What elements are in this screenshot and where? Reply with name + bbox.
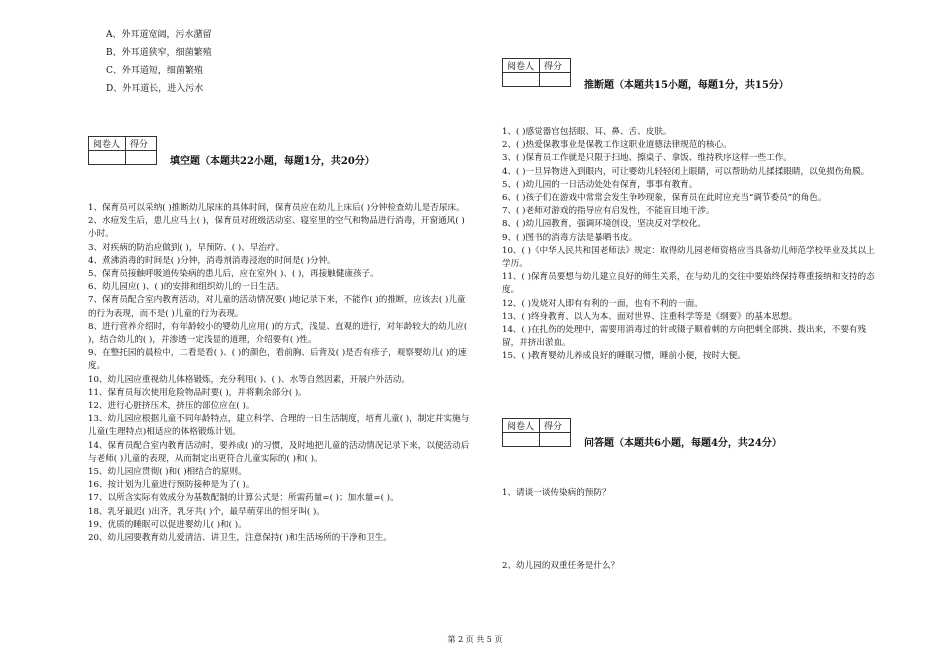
judge-question-list [502, 126, 882, 364]
judge-question-12: 12、( )发烧对人即有有利的一面，也有不利的一面。 [502, 298, 703, 309]
fill-question-14: 14、保育员配合室内教育活动时，要养成( )的习惯，及时地把儿童的活动情况记录下来，以便活动后与老师( )儿童的表现，从而制定出更符合儿童实际的( )和( )。 [88, 440, 470, 464]
judge-question-1: 1、( )感觉器官包括眼、耳、鼻、舌、皮肤。 [502, 127, 672, 137]
qa-question-2: 2、幼儿园的双重任务是什么？ [502, 561, 620, 571]
fill-question-5: 5、保育员接触呼吸道传染病的患儿后，应在室外( )、( )，再接触健康孩子。 [88, 269, 379, 280]
judge-question-15: 15、( )教育婴幼儿养成良好的睡眠习惯，睡前小便，按时大便。 [502, 351, 746, 362]
qa-section-title: 问答题（本题共6小题，每题4分，共24分） [584, 438, 782, 449]
fill-question-17: 17、以所含实际有效成分为基数配制的计算公式是：所需药量=( )；加水量=( )。 [88, 493, 399, 504]
fill-question-13: 13、幼儿园应根据儿童不同年龄特点，建立科学、合理的一日生活制度，培育儿童( )，制定并实施与儿童(生理特点)相适应的体格锻炼计划。 [88, 414, 470, 438]
fill-question-19: 19、优质的睡眠可以促进婴幼儿( )和( )。 [88, 519, 247, 530]
fill-question-1: 1、保育员可以采纳( )推断幼儿尿床的具体时间，保育员应在幼儿上床后( )分钟检查幼儿是否尿床。 [88, 203, 465, 213]
judge-question-14: 14、( )在扎伤的处理中，需要用消毒过的针或镊子顺着刺的方向把刺全部挑、拨出来，不要有残留，并挤出淤血。 [502, 325, 867, 349]
fill-question-3: 3、对疾病的防治应做到( )，早预防、( )、早治疗。 [88, 242, 285, 253]
fill-question-8: 8、进行营养介绍时，有年龄较小的婴幼儿应用( )的方式，浅显、直观的进行，对年龄较大的幼儿应( )，结合幼儿的( )，并渗透一定浅显的道理，介绍要有( )性。 [88, 321, 468, 346]
score-box-qa [502, 418, 571, 447]
option-d: D、外耳道长，进入污水 [106, 84, 204, 94]
judge-question-13: 13、( )终身教育、以人为本、面对世界、注重科学等是《纲要》的基本思想。 [502, 311, 798, 322]
reviewer-cell [503, 73, 540, 87]
qa-question-1: 1、请谈一谈传染病的预防？ [502, 488, 611, 498]
judge-question-8: 8、( )幼儿园教育，强调环境创设，坚决反对学校化。 [502, 219, 706, 230]
judge-question-11: 11、( )保育员要想与幼儿建立良好的师生关系，在与幼儿的交往中要始终保持尊重接纳和支持的态度。 [502, 272, 875, 296]
fill-question-16: 16、按计划为儿童进行预防接种是为了( )。 [88, 480, 255, 491]
judge-question-10: 10、( )《中华人民共和国老师法》规定：取得幼儿园老师资格应当具备幼儿师范学校毕业及其以上学历。 [502, 245, 875, 270]
fill-section-title: 填空题（本题共22小题，每题1分，共20分） [170, 156, 375, 167]
fill-question-12: 12、进行心脏挤压术，挤压的部位应在( )。 [88, 401, 255, 412]
reviewer-label: 阅卷人 [89, 137, 126, 151]
judge-question-7: 7、( )老师对游戏的指导应有启发性，不能盲目地干涉。 [502, 206, 715, 217]
score-label: 得分 [540, 419, 571, 433]
fill-question-20: 20、幼儿园要教育幼儿爱清洁、讲卫生，注意保持( )和生活场所的干净和卫生。 [88, 533, 392, 544]
fill-question-10: 10、幼儿园应重视幼儿体格锻炼，充分利用( )、( )、水等自然因素，开展户外活动。 [88, 374, 410, 385]
reviewer-cell [503, 433, 540, 447]
option-c: C、外耳道短，细菌繁殖 [106, 66, 203, 76]
judge-question-4: 4、( )一旦异物进入到眼内，可让婴幼儿轻轻闭上眼睛，可以帮助幼儿揉揉眼睛，以免损伤角膜。 [502, 166, 870, 177]
score-label: 得分 [126, 137, 157, 151]
fill-question-6: 6、幼儿园应( )、( )的安排和组织幼儿的一日生活。 [88, 282, 285, 293]
fill-question-11: 11、保育员每次使用危险物品时要( )，并将剩余部分( )。 [88, 387, 307, 398]
score-cell [540, 73, 571, 87]
score-cell [126, 151, 157, 165]
fill-question-list [88, 202, 473, 545]
judge-question-6: 6、( )孩子们在游戏中常常会发生争吵现象，保育员在此时应充当“调节委员”的角色。 [502, 193, 827, 204]
fill-question-4: 4、煮沸消毒的时间是( )分钟，消毒剂消毒浸泡的时间是( )分钟。 [88, 255, 336, 266]
score-box-judge [502, 58, 571, 87]
judge-question-3: 3、( )保育员工作就是只限于扫地、擦桌子、拿饭、维持秩序这样一些工作。 [502, 153, 792, 164]
score-label: 得分 [540, 59, 571, 73]
option-a: A、外耳道宽阔，污水潴留 [106, 30, 212, 40]
score-cell [540, 433, 571, 447]
judge-question-2: 2、( )热爱保教事业是保教工作这职业道德法律规范的核心。 [502, 140, 732, 151]
page-footer: 第 2 页 共 5 页 [447, 635, 503, 644]
reviewer-cell [89, 151, 126, 165]
reviewer-label: 阅卷人 [503, 59, 540, 73]
reviewer-label: 阅卷人 [503, 419, 540, 433]
score-box-fill [88, 136, 157, 165]
fill-question-9: 9、在整托园的晨检中，二看是看( )、( )的颜色，看前胸、后背及( )是否有疹子，观察婴幼儿( )的速度。 [88, 348, 467, 372]
fill-question-18: 18、乳牙最迟( )出齐，乳牙共( )个，最早萌芽出的恒牙叫( )。 [88, 506, 325, 517]
fill-question-7: 7、保育员配合室内教育活动，对儿童的活动情况要( )地记录下来，不能作( )的推断，应该去( )儿童的行为表现，而不是( )儿童的行为表现。 [88, 295, 466, 319]
option-b: B、外耳道狭窄，细菌繁殖 [106, 48, 212, 58]
fill-question-2: 2、水痘发生后，患儿应马上( )，保育员对班级活动室、寝室里的空气和物品进行消毒，开窗通风( )小时。 [88, 216, 465, 240]
judge-section-title: 推断题（本题共15小题，每题1分，共15分） [584, 80, 789, 91]
fill-question-15: 15、幼儿园应贯彻( )和( )相结合的原则。 [88, 467, 247, 478]
judge-question-5: 5、( )幼儿园的一日活动处处有保育，事事有教育。 [502, 179, 698, 190]
judge-question-9: 9、( )图书的消毒方法是暴晒书皮。 [502, 232, 638, 243]
